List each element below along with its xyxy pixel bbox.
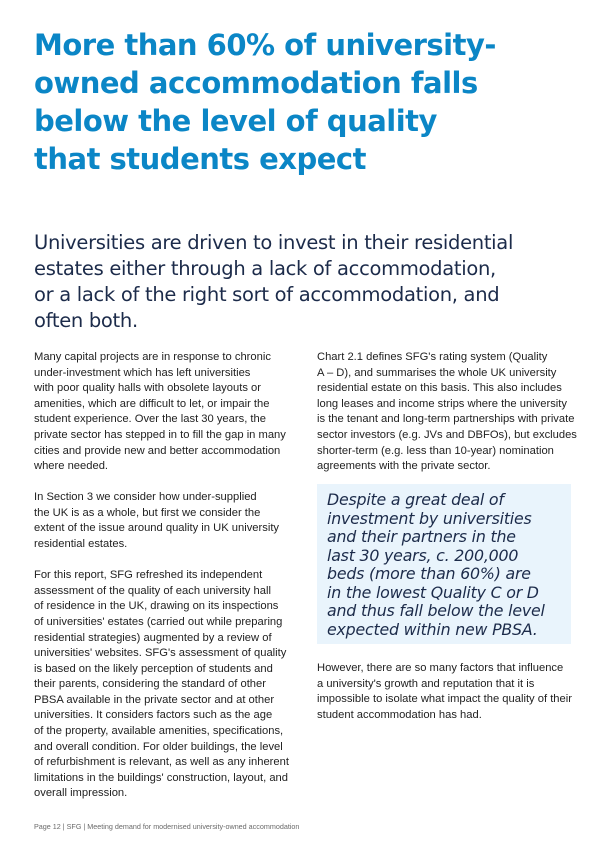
body-line: assessment of the quality of each university hall: [34, 584, 271, 597]
body-line: However, there are so many factors that influence: [317, 662, 564, 674]
body-line: the UK is as a whole, but first we consider the: [34, 506, 261, 519]
body-line: with poor quality halls with obsolete layouts or: [34, 382, 261, 395]
pull-quote-line: Despite a great deal of: [327, 490, 504, 509]
page-footer: Page 12 | SFG | Meeting demand for modernised university-owned accommodation: [34, 822, 300, 831]
body-line: their parents, considering the standard of other: [34, 678, 266, 691]
body-line: sector investors (e.g. JVs and DBFOs), but excludes: [317, 428, 577, 441]
body-line: universities. It considers factors such as the age: [34, 709, 273, 722]
body-line: private sector has stepped in to fill the gap in many: [34, 428, 286, 441]
body-line: is based on the likely perception of students and: [34, 662, 273, 675]
body-line: agreements with the private sector.: [317, 460, 491, 473]
title-line: that students expect: [34, 142, 366, 176]
right-column: [317, 350, 577, 475]
body-paragraph: [34, 350, 284, 475]
pull-quote: [317, 484, 571, 644]
body-line: overall impression.: [34, 787, 128, 800]
lede-line: estates either through a lack of accommodation,: [34, 257, 496, 280]
body-line: long leases and income strips where the university: [317, 397, 567, 410]
body-line: cities and provide new and better accommodation: [34, 444, 281, 457]
body-paragraph: [317, 661, 572, 723]
body-line: student experience. Over the last 30 years, the: [34, 413, 266, 426]
body-line: shorter-term (e.g. less than 10-year) nomination: [317, 444, 554, 457]
body-line: a university's growth and reputation that it is: [317, 677, 535, 690]
body-line: In Section 3 we consider how under-supplied: [34, 491, 257, 504]
lede-line: or a lack of the right sort of accommodation, and: [34, 283, 500, 306]
pull-quote-line: last 30 years, c. 200,000: [327, 545, 519, 565]
left-column: [34, 350, 289, 802]
body-line: residential strategies) augmented by a review of: [34, 631, 272, 644]
body-line: residential estates.: [34, 538, 128, 551]
pull-quote-line: investment by universities: [327, 508, 532, 528]
body-line: where needed.: [34, 460, 109, 473]
body-line: PBSA available in the private sector and at other: [34, 693, 275, 706]
body-line: For this report, SFG refreshed its independent: [34, 569, 263, 582]
body-line: A – D), and summarises the whole UK university: [317, 366, 557, 379]
title-line: below the level of quality: [34, 104, 437, 138]
body-line: of residence in the UK, drawing on its inspections: [34, 600, 279, 613]
page-title: [34, 26, 554, 178]
body-paragraph: [317, 350, 577, 475]
body-line: of the property, available amenities, specifications,: [34, 725, 284, 738]
body-line: limitations in the buildings' construction, layout, and: [34, 771, 288, 784]
body-line: student accommodation has had.: [317, 708, 482, 721]
body-line: of refurbishment is relevant, as well as any inherent: [34, 756, 289, 769]
pull-quote-line: in the lowest Quality C or D: [327, 582, 539, 602]
lede-line: often both.: [34, 309, 138, 332]
body-paragraph: [34, 568, 289, 802]
pull-quote-line: and thus fall below the level: [327, 601, 545, 620]
body-line: under-investment which has left universities: [34, 366, 251, 379]
body-line: of universities' estates (carried out while preparing: [34, 615, 283, 628]
body-line: Many capital projects are in response to chronic: [34, 351, 271, 363]
pull-quote-line: beds (more than 60%) are: [327, 564, 531, 583]
title-line: More than 60% of university-: [34, 28, 496, 62]
body-line: and overall condition. For older buildings, the level: [34, 740, 283, 753]
title-line: owned accommodation falls: [34, 66, 478, 100]
pull-quote-line: expected within new PBSA.: [327, 619, 538, 639]
body-line: residential estate on this basis. This also includes: [317, 382, 562, 395]
lede-paragraph: [34, 230, 574, 334]
lede-line: Universities are driven to invest in their residential: [34, 231, 514, 254]
body-line: amenities, which are difficult to let, or impair the: [34, 397, 270, 410]
body-paragraph: [34, 490, 284, 552]
body-line: universities' websites. SFG's assessment of quality: [34, 647, 287, 660]
body-line: is the tenant and long-term partnerships with private: [317, 413, 575, 426]
pull-quote-line: and their partners in the: [327, 527, 516, 546]
body-line: extent of the issue around quality in UK university: [34, 522, 280, 535]
body-line: impossible to isolate what impact the quality of their: [317, 693, 572, 706]
body-line: Chart 2.1 defines SFG's rating system (Quality: [317, 351, 548, 363]
